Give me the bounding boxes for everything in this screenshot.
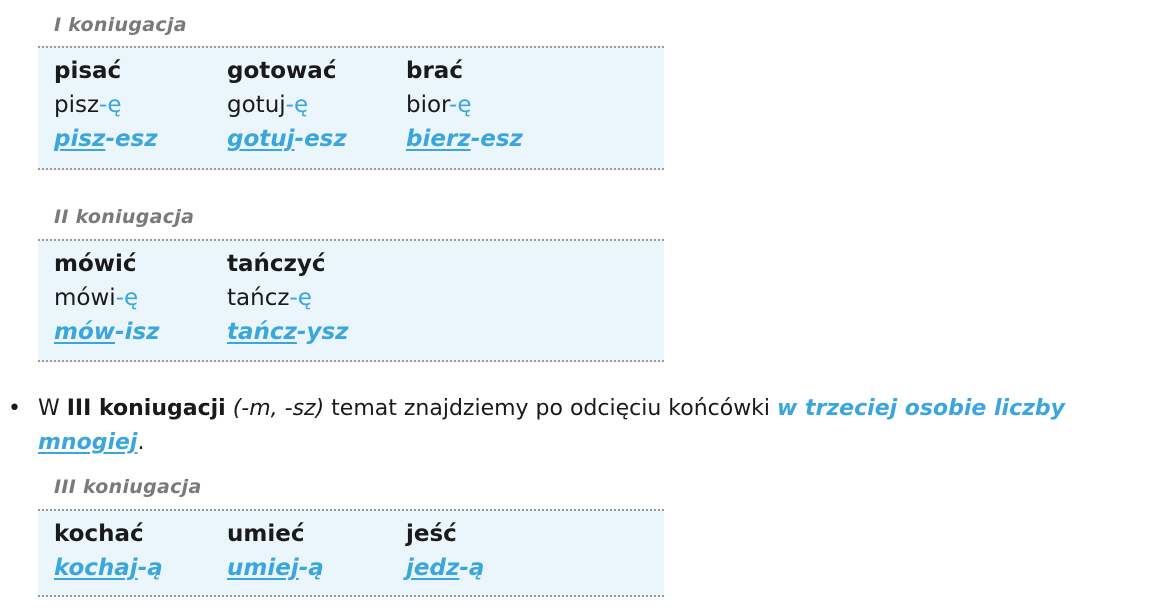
present-form (406, 88, 523, 122)
hyphen: - (115, 319, 125, 345)
section-label-ii: II koniugacja (54, 206, 195, 228)
stem: umiej (227, 555, 299, 581)
stem: kochaj (54, 555, 138, 581)
stem-form (227, 122, 347, 156)
hyphen: - (285, 92, 294, 118)
infinitive: jeść (406, 521, 457, 547)
stem-form (227, 315, 349, 349)
infinitive: pisać (54, 58, 122, 84)
present-stem: tańcz (227, 285, 290, 311)
hyphen: - (298, 555, 309, 581)
stem-form (227, 551, 324, 585)
infinitive: mówić (54, 251, 137, 277)
stem: bierz (406, 126, 471, 152)
section-label-i: I koniugacja (54, 14, 187, 36)
bullet-marker: • (8, 396, 21, 421)
verb-column (54, 241, 160, 349)
hyphen: - (105, 126, 115, 152)
verb-column (54, 511, 163, 585)
verb-column (227, 241, 349, 349)
verb-column (406, 48, 523, 156)
stem-form (406, 122, 523, 156)
present-stem: gotuj (227, 92, 286, 118)
present-ending: ę (297, 285, 312, 311)
section-label-iii: III koniugacja (54, 476, 202, 498)
bullet-period: . (137, 430, 145, 455)
verb-column (227, 511, 324, 585)
present-form (54, 88, 158, 122)
hyphen: - (296, 319, 307, 345)
bullet-bold-term: III koniugacji (66, 396, 226, 421)
stem-ending: ysz (306, 319, 349, 345)
hyphen: - (99, 92, 108, 118)
bullet-paragraph (8, 392, 1144, 460)
conjugation-table-iii (38, 509, 664, 597)
hyphen: - (289, 285, 298, 311)
stem-form (54, 315, 160, 349)
stem-form (406, 551, 484, 585)
infinitive: gotować (227, 58, 337, 84)
hyphen: - (459, 555, 469, 581)
hyphen: - (449, 92, 458, 118)
hyphen: - (470, 126, 481, 152)
stem: gotuj (227, 126, 295, 152)
bullet-italic-endings: (-m, -sz) (225, 396, 325, 421)
present-form (227, 281, 349, 315)
hyphen: - (115, 285, 124, 311)
present-stem: bior (406, 92, 450, 118)
hyphen: - (294, 126, 305, 152)
present-form (54, 281, 160, 315)
stem-ending: esz (304, 126, 347, 152)
stem-ending: ą (147, 555, 163, 581)
verb-column (227, 48, 347, 156)
bullet-highlight-1: w trzeciej osobie liczby (777, 396, 1066, 421)
stem-ending: esz (480, 126, 523, 152)
verb-column (54, 48, 158, 156)
bullet-text-start: W (38, 396, 67, 421)
stem: mów (54, 319, 116, 345)
stem: pisz (54, 126, 106, 152)
present-form (227, 88, 347, 122)
present-ending: ę (457, 92, 472, 118)
present-ending: ę (107, 92, 122, 118)
conjugation-table-ii (38, 239, 664, 362)
infinitive: kochać (54, 521, 144, 547)
stem-ending: isz (124, 319, 160, 345)
hyphen: - (137, 555, 148, 581)
present-ending: ę (293, 92, 309, 118)
infinitive: umieć (227, 521, 305, 547)
stem-form (54, 551, 163, 585)
present-stem: pisz (54, 92, 100, 118)
stem: tańcz (227, 319, 297, 345)
stem-form (54, 122, 158, 156)
present-stem: mówi (54, 285, 116, 311)
infinitive: tańczyć (227, 251, 326, 277)
bullet-highlight-2: mnogiej (38, 430, 138, 455)
stem: jedz (406, 555, 460, 581)
stem-ending: esz (114, 126, 158, 152)
verb-column (406, 511, 484, 585)
conjugation-table-i (38, 46, 664, 170)
stem-ending: ą (308, 555, 324, 581)
stem-ending: ą (468, 555, 485, 581)
present-ending: ę (124, 285, 139, 311)
bullet-text-middle: temat znajdziemy po odcięciu końcówki (324, 396, 778, 421)
infinitive: brać (406, 58, 463, 84)
